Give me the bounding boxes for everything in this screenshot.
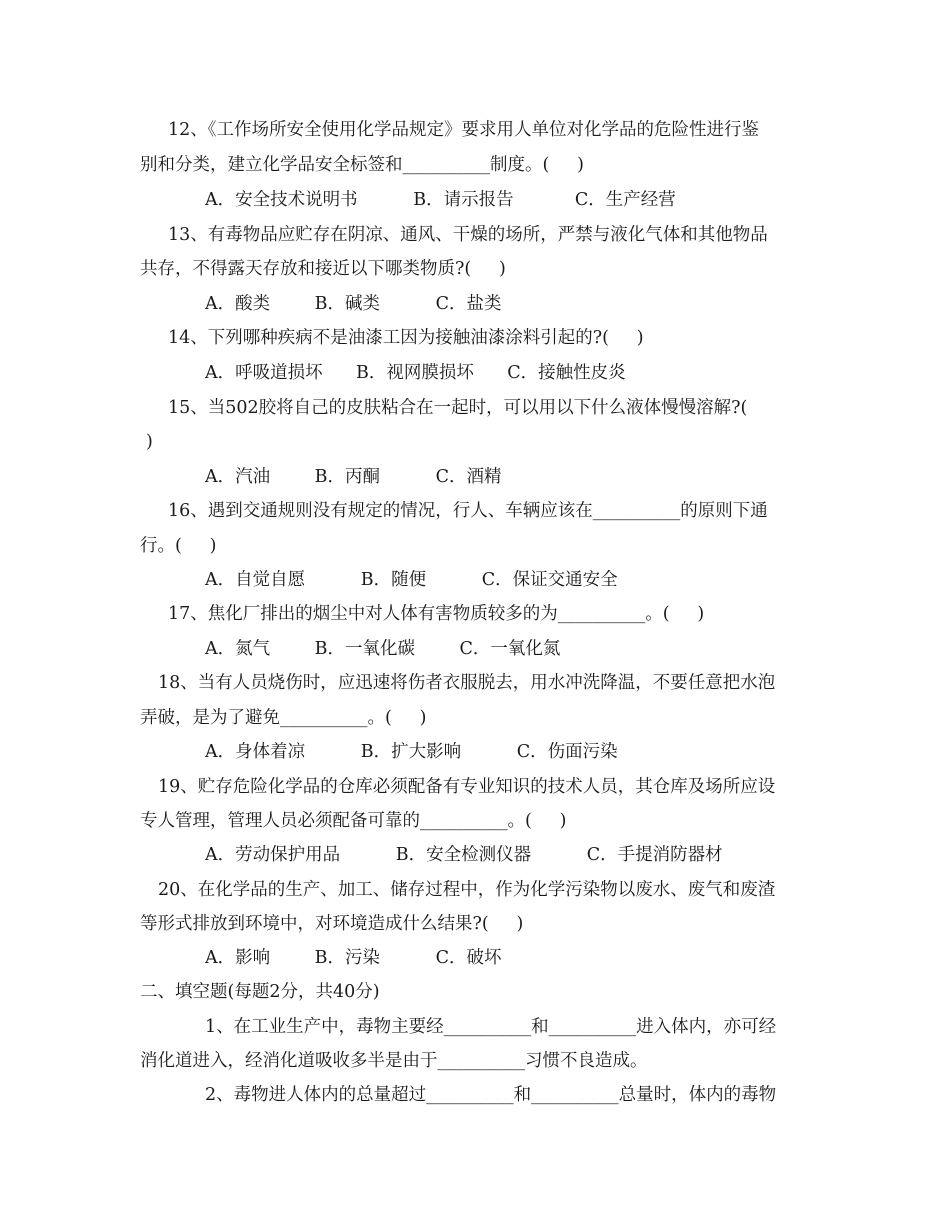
question-16-line-2: 行。( ) bbox=[140, 536, 217, 556]
question-17-options: A．氮气 B．一氧化碳 C．一氧化氮 bbox=[205, 639, 561, 659]
question-16-line-1: 16、遇到交通规则没有规定的情况，行人、车辆应该在__________的原则下通 bbox=[168, 501, 768, 521]
question-20-line-1: 20、在化学品的生产、加工、储存过程中，作为化学污染物以废水、废气和废渣 bbox=[158, 880, 776, 900]
question-16-options: A．自觉自愿 B．随便 C．保证交通安全 bbox=[205, 570, 618, 590]
question-13-line-1: 13、有毒物品应贮存在阴凉、通风、干燥的场所，严禁与液化气体和其他物品 bbox=[168, 225, 768, 245]
question-19-options: A．劳动保护用品 B．安全检测仪器 C．手提消防器材 bbox=[205, 845, 723, 865]
question-14-line-1: 14、下列哪种疾病不是油漆工因为接触油漆涂料引起的?( ) bbox=[168, 328, 644, 348]
question-15-line-2: ) bbox=[146, 432, 153, 452]
question-14-options: A．呼吸道损坏 B．视网膜损坏 C．接触性皮炎 bbox=[205, 363, 626, 383]
fill-blank-2-line-1: 2、毒物进人体内的总量超过__________和__________总量时，体内的毒物 bbox=[205, 1085, 777, 1105]
question-18-options: A．身体着凉 B．扩大影响 C．伤面污染 bbox=[205, 742, 618, 762]
question-12-line-1: 12、《工作场所安全使用化学品规定》要求用人单位对化学品的危险性进行鉴 bbox=[168, 120, 760, 140]
question-12-options: A．安全技术说明书 B．请示报告 C．生产经营 bbox=[205, 190, 676, 210]
question-20-line-2: 等形式排放到环境中，对环境造成什么结果?( ) bbox=[140, 914, 524, 934]
question-13-options: A．酸类 B．碱类 C．盐类 bbox=[205, 294, 502, 314]
fill-blank-1-line-2: 消化道进入，经消化道吸收多半是由于__________习惯不良造成。 bbox=[140, 1051, 648, 1071]
question-17-line-1: 17、焦化厂排出的烟尘中对人体有害物质较多的为__________。( ) bbox=[168, 604, 705, 624]
question-19-line-1: 19、贮存危险化学品的仓库必须配备有专业知识的技术人员，其仓库及场所应设 bbox=[158, 777, 776, 797]
question-18-line-2: 弄破，是为了避免__________。( ) bbox=[140, 708, 427, 728]
question-20-options: A．影响 B．污染 C．破坏 bbox=[205, 948, 502, 968]
section-2-heading: 二、填空题(每题2分，共40分) bbox=[140, 982, 380, 1002]
question-15-line-1: 15、当502胶将自己的皮肤粘合在一起时，可以用以下什么液体慢慢溶解?( bbox=[168, 398, 748, 418]
question-12-line-2: 别和分类，建立化学品安全标签和__________制度。( ) bbox=[140, 155, 584, 175]
question-18-line-1: 18、当有人员烧伤时，应迅速将伤者衣服脱去，用水冲洗降温，不要任意把水泡 bbox=[158, 673, 776, 693]
fill-blank-1-line-1: 1、在工业生产中，毒物主要经__________和__________进入体内，亦可经 bbox=[205, 1017, 777, 1037]
question-19-line-2: 专人管理，管理人员必须配备可靠的__________。( ) bbox=[140, 811, 567, 831]
question-13-line-2: 共存，不得露天存放和接近以下哪类物质?( ) bbox=[140, 259, 506, 279]
question-15-options: A．汽油 B．丙酮 C．酒精 bbox=[205, 467, 502, 487]
